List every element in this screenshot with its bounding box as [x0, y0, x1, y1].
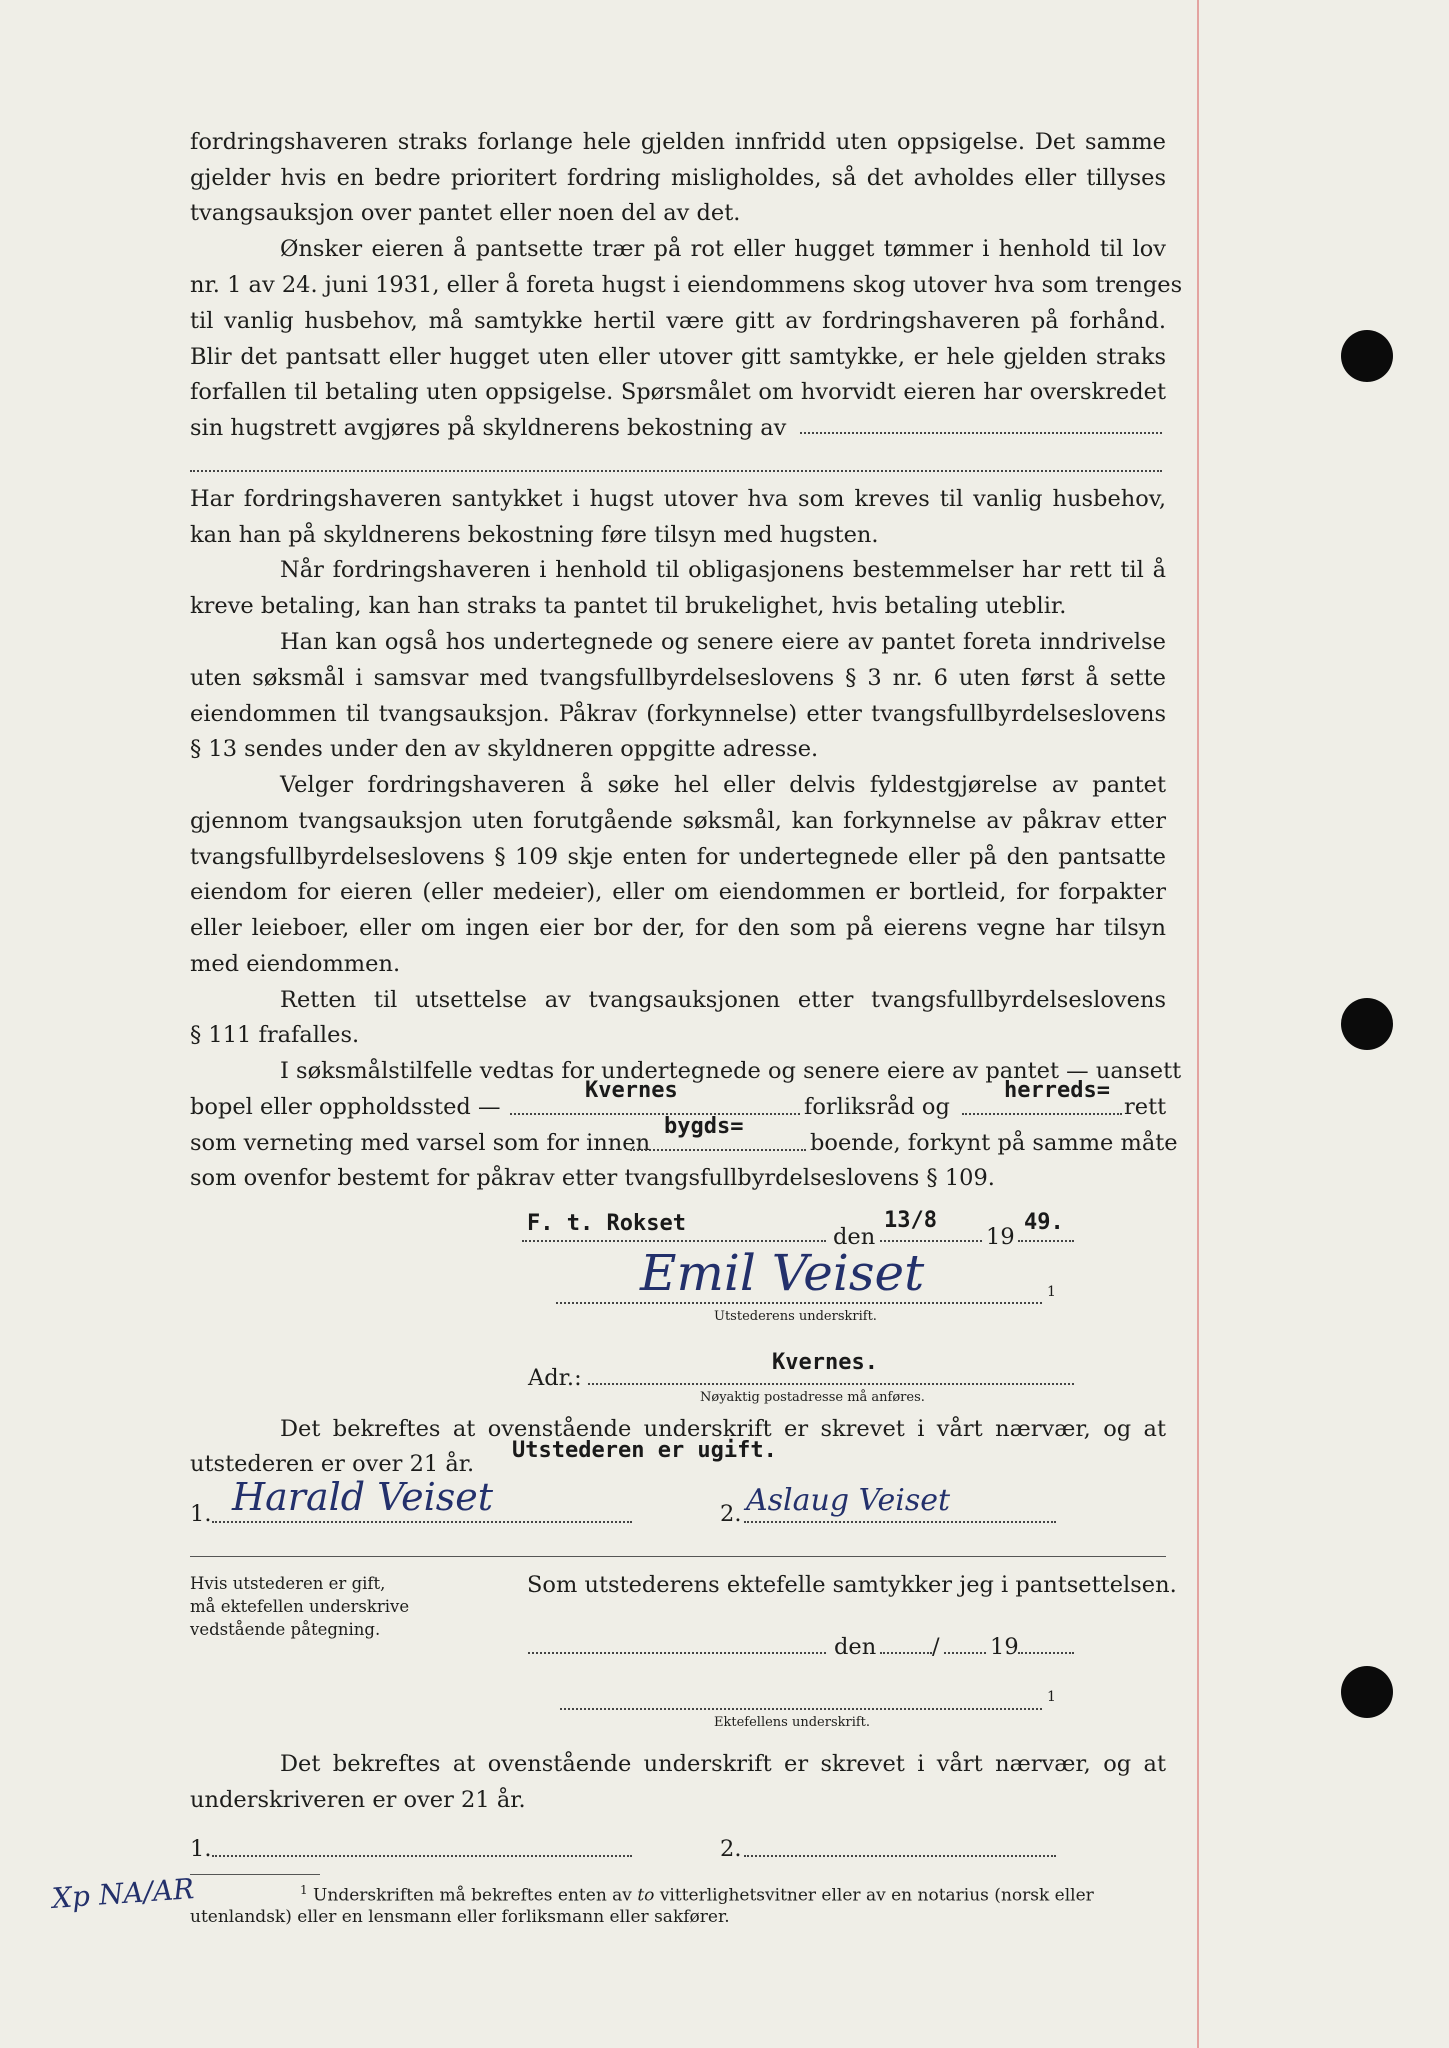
- body-line: eiendommen til tvangsauksjon. Påkrav (forkynnelse) etter tvangsfullbyrdelseslovens: [190, 701, 1166, 727]
- signature-line: [560, 1708, 1042, 1710]
- margin-note: Xp NA/AR: [50, 1872, 196, 1915]
- witness-number: 1.: [190, 1501, 212, 1527]
- side-note: må ektefellen underskrive: [190, 1597, 410, 1616]
- blank-line: [962, 1113, 1122, 1115]
- body-line: forfallen til betaling uten oppsigelse. Spørsmålet om hvorvidt eieren har overskredet: [190, 379, 1166, 405]
- body-line: Blir det pantsatt eller hugget uten eller utover gitt samtykke, er hele gjelden straks: [190, 344, 1166, 370]
- blank-line: [522, 1240, 826, 1242]
- body-line: § 13 sendes under den av skyldneren oppgitte adresse.: [190, 736, 819, 762]
- punch-hole: [1341, 330, 1393, 382]
- typed-area: bygds=: [664, 1114, 744, 1139]
- footnote-text: utenlandsk) eller en lensmann eller forliksmann eller sakfører.: [190, 1907, 730, 1927]
- body-line: kan han på skyldnerens bekostning føre tilsyn med hugsten.: [190, 522, 879, 548]
- signature-line: [744, 1521, 1056, 1523]
- body-line: kreve betaling, kan han straks ta pantet til brukelighet, hvis betaling uteblir.: [190, 593, 1067, 619]
- body-line: nr. 1 av 24. juni 1931, eller å foreta hugst i eiendommens skog utover hva som trenges: [190, 272, 1183, 298]
- body-line: eiendom for eieren (eller medeier), eller om eiendommen er bortleid, for forpakter: [190, 879, 1166, 905]
- body-line: § 111 frafalles.: [190, 1022, 360, 1048]
- issuer-caption: Utstederens underskrift.: [714, 1309, 877, 1324]
- blank-line: [880, 1652, 932, 1654]
- blank-line: [880, 1240, 982, 1242]
- consent-text: Som utstederens ektefelle samtykker jeg i pantsettelsen.: [527, 1572, 1177, 1598]
- body-line: Når fordringshaveren i henhold til obligasjonens bestemmelser har rett til å: [280, 557, 1166, 583]
- typed-day-month: 13/8: [884, 1208, 937, 1233]
- margin-rule: [1197, 0, 1199, 2048]
- typed-place-date: F. t. Rokset: [527, 1211, 686, 1236]
- blank-line: [1018, 1240, 1074, 1242]
- blank-line: [944, 1652, 986, 1654]
- venue-text: som verneting med varsel som for innen: [190, 1130, 651, 1156]
- body-line: med eiendommen.: [190, 951, 401, 977]
- witness-number: 2.: [720, 1836, 742, 1862]
- body-line: fordringshaveren straks forlange hele gjelden innfridd uten oppsigelse. Det samme: [190, 129, 1166, 155]
- body-line: Velger fordringshaveren å søke hel eller delvis fyldestgjørelse av pantet: [280, 772, 1166, 798]
- side-note: Hvis utstederen er gift,: [190, 1574, 386, 1593]
- century: 19: [990, 1634, 1019, 1660]
- spouse-caption: Ektefellens underskrift.: [714, 1715, 871, 1730]
- witness-signature: Aslaug Veiset: [746, 1483, 951, 1518]
- footnote-mark: 1: [1047, 1689, 1056, 1705]
- body-line: tvangsauksjon over pantet eller noen del av det.: [190, 200, 741, 226]
- typed-year: 49.: [1024, 1210, 1064, 1235]
- body-line: Han kan også hos undertegnede og senere eiere av pantet foreta inndrivelse: [280, 629, 1166, 655]
- venue-text: boende, forkynt på samme måte: [810, 1130, 1178, 1156]
- body-line: Har fordringshaveren santykket i hugst utover hva som kreves til vanlig husbehov,: [190, 486, 1166, 512]
- witness-number: 1.: [190, 1836, 212, 1862]
- signature-line: [556, 1302, 1042, 1304]
- body-line: eller leieboer, eller om ingen eier bor der, for den som på eierens vegne har tilsyn: [190, 915, 1166, 941]
- address-caption: Nøyaktig postadresse må anføres.: [700, 1390, 925, 1405]
- blank-line: [800, 432, 1162, 434]
- venue-text: forliksråd og: [804, 1094, 950, 1120]
- signature-line: [212, 1521, 632, 1523]
- den-label: den: [834, 1634, 877, 1660]
- body-line: gjelder hvis en bedre prioritert fordring misligholdes, så det avholdes eller tillyses: [190, 165, 1166, 191]
- den-label: den: [833, 1224, 876, 1250]
- footnote-rule: [190, 1874, 320, 1875]
- blank-line: [1018, 1652, 1074, 1654]
- issuer-signature: Emil Veiset: [640, 1244, 925, 1302]
- adr-label: Adr.:: [528, 1365, 582, 1391]
- witness-number: 2.: [720, 1501, 742, 1527]
- blank-line: [588, 1383, 1074, 1385]
- body-line: tvangsfullbyrdelseslovens § 109 skje enten for undertegnede eller på den pantsatte: [190, 844, 1166, 870]
- date-slash: /: [932, 1634, 940, 1660]
- body-line: Ønsker eieren å pantsette trær på rot eller hugget tømmer i henhold til lov: [280, 236, 1166, 262]
- footnote-text: $^1$ Underskriften må bekreftes enten av to vitterlighetsvitner eller av en notarius (norsk eller: [300, 1883, 1094, 1906]
- typed-address: Kvernes.: [772, 1350, 878, 1375]
- section-rule: [190, 1556, 1166, 1557]
- punch-hole: [1341, 1666, 1393, 1718]
- attestation-text: Det bekreftes at ovenstående underskrift er skrevet i vårt nærvær, og at: [280, 1751, 1166, 1777]
- witness-signature: Harald Veiset: [232, 1475, 494, 1519]
- signature-line: [744, 1855, 1056, 1857]
- body-line: I søksmålstilfelle vedtas for undertegnede og senere eiere av pantet — uansett: [280, 1058, 1182, 1084]
- typed-court: herreds=: [1004, 1078, 1110, 1103]
- body-line: sin hugstrett avgjøres på skyldnerens bekostning av: [190, 415, 787, 441]
- punch-hole: [1341, 998, 1393, 1050]
- body-line: Retten til utsettelse av tvangsauksjonen etter tvangsfullbyrdelseslovens: [280, 987, 1166, 1013]
- footnote-mark: 1: [1047, 1284, 1056, 1300]
- venue-text: som ovenfor bestemt for påkrav etter tvangsfullbyrdelseslovens § 109.: [190, 1165, 995, 1191]
- venue-text: rett: [1124, 1094, 1167, 1120]
- signature-line: [212, 1855, 632, 1857]
- typed-note: Utstederen er ugift.: [512, 1438, 777, 1463]
- venue-text: bopel eller oppholdssted —: [190, 1094, 501, 1120]
- side-note: vedstående påtegning.: [190, 1620, 381, 1639]
- attestation-text: Det bekreftes at ovenstående underskrift er skrevet i vårt nærvær, og at: [280, 1416, 1166, 1442]
- blank-line: [510, 1113, 800, 1115]
- blank-line: [630, 1149, 806, 1151]
- attestation-text: utstederen er over 21 år.: [190, 1451, 475, 1477]
- century: 19: [986, 1224, 1015, 1250]
- body-line: gjennom tvangsauksjon uten forutgående søksmål, kan forkynnelse av påkrav etter: [190, 808, 1166, 834]
- blank-line: [528, 1652, 826, 1654]
- typed-place: Kvernes: [585, 1078, 678, 1103]
- body-line: til vanlig husbehov, må samtykke hertil være gitt av fordringshaveren på forhånd.: [190, 308, 1166, 334]
- attestation-text: underskriveren er over 21 år.: [190, 1787, 526, 1813]
- body-line: uten søksmål i samsvar med tvangsfullbyrdelseslovens § 3 nr. 6 uten først å sette: [190, 665, 1166, 691]
- blank-line: [190, 470, 1162, 472]
